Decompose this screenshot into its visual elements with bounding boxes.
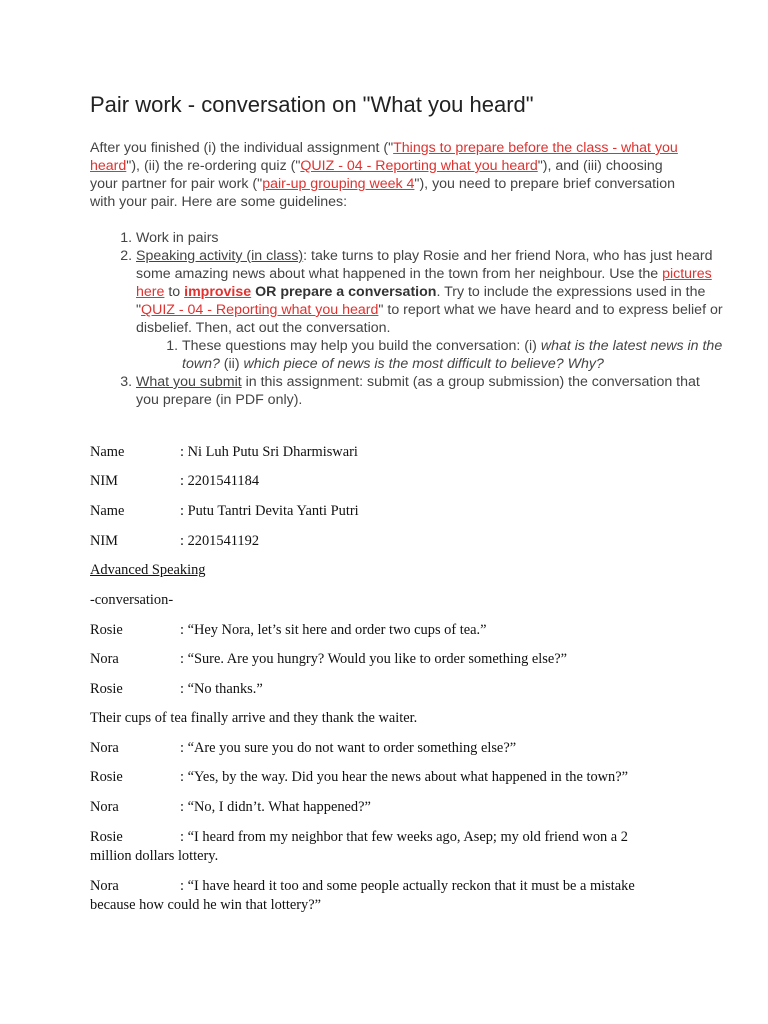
dialogue-text: : “Sure. Are you hungry? Would you like to order something else?” [180, 651, 568, 667]
link-quiz-04-guideline[interactable]: QUIZ - 04 - Reporting what you heard [141, 302, 379, 318]
speaker-name: Rosie [90, 829, 123, 845]
dialogue-text: : “I have heard it too and some people actually reckon that it must be a mistake because how could he win that lottery?” [90, 878, 635, 913]
identity-row [90, 443, 680, 462]
dialogue-line [90, 877, 670, 915]
dialogue-line [90, 768, 680, 787]
question-2: which piece of news is the most difficult to believe? Why? [243, 356, 604, 372]
speaking-activity-label: Speaking activity (in class) [136, 248, 304, 264]
dialogue-line [90, 680, 680, 699]
conversation-heading: -conversation- [90, 592, 174, 608]
dialogue-line [90, 650, 680, 669]
guideline-text: . Try to include the expressions used in the " [136, 284, 706, 318]
identity-label: NIM [90, 473, 118, 489]
guideline-text: in this assignment: submit (as a group submission) the conversation that you prepare (in PDF only). [136, 374, 700, 408]
guideline-text: to [164, 284, 185, 300]
guideline-sublist [136, 337, 726, 373]
dialogue-line [90, 739, 680, 758]
guideline-text: These questions may help you build the conversation: (i) [182, 338, 541, 354]
speaker-name: Rosie [90, 622, 123, 638]
intro-paragraph [90, 139, 680, 211]
guidelines-list [90, 229, 726, 409]
identity-value: : 2201541192 [180, 533, 260, 549]
course-title: Advanced Speaking [90, 562, 206, 578]
dialogue-text: : “No thanks.” [180, 681, 263, 697]
guideline-item [136, 247, 726, 373]
identity-row [90, 472, 680, 491]
speaker-name: Nora [90, 651, 119, 667]
identity-row [90, 532, 680, 551]
identity-label: NIM [90, 533, 118, 549]
speaker-name: Rosie [90, 681, 123, 697]
guideline-text: " to report what we have heard and to express belief or disbelief. Then, act out the conversation. [136, 302, 723, 336]
link-pictures-here[interactable]: pictures here [136, 266, 712, 300]
dialogue-line [90, 828, 670, 866]
link-pair-up-grouping[interactable]: pair-up grouping week 4 [262, 176, 415, 192]
narration: Their cups of tea finally arrive and they thank the waiter. [90, 710, 418, 726]
identity-label: Name [90, 503, 125, 519]
intro-text: "), you need to prepare brief conversation with your pair. Here are some guidelines: [90, 176, 675, 210]
link-quiz-04[interactable]: QUIZ - 04 - Reporting what you heard [300, 158, 538, 174]
what-you-submit-label: What you submit [136, 374, 242, 390]
dialogue-text: : “Are you sure you do not want to order something else?” [180, 740, 517, 756]
speaker-name: Rosie [90, 769, 123, 785]
dialogue-text: : “I heard from my neighbor that few weeks ago, Asep; my old friend won a 2 million dollars lottery. [90, 829, 628, 864]
speaker-name: Nora [90, 878, 119, 894]
guideline-item [136, 229, 726, 247]
identity-value: : Ni Luh Putu Sri Dharmiswari [180, 444, 358, 460]
identity-value: : 2201541184 [180, 473, 260, 489]
dialogue-line [90, 798, 680, 817]
guideline-text: Work in pairs [136, 230, 219, 246]
guideline-text: : take turns to play Rosie and her friend Nora, who has just heard some amazing news about what happened in the town from her neighbour. Use the [136, 248, 713, 282]
identity-row [90, 502, 680, 521]
intro-text: After you finished (i) the individual assignment (" [90, 140, 394, 156]
dialogue-text: : “No, I didn’t. What happened?” [180, 799, 371, 815]
guideline-bold-text: OR prepare a conversation [251, 284, 437, 300]
dialogue-text: : “Yes, by the way. Did you hear the news about what happened in the town?” [180, 769, 628, 785]
link-improvise[interactable]: improvise [184, 284, 252, 300]
speaker-name: Nora [90, 799, 119, 815]
dialogue-line [90, 621, 680, 640]
guideline-item [136, 373, 726, 409]
identity-label: Name [90, 444, 125, 460]
speaker-name: Nora [90, 740, 119, 756]
guideline-text: (ii) [219, 356, 244, 372]
dialogue-text: : “Hey Nora, let’s sit here and order two cups of tea.” [180, 622, 487, 638]
intro-text: "), (ii) the re-ordering quiz (" [126, 158, 301, 174]
page-title: Pair work - conversation on "What you heard" [90, 92, 534, 117]
guideline-subitem [182, 337, 726, 373]
question-1: what is the latest news in the town? [182, 338, 723, 372]
intro-text: "), and (iii) choosing your partner for pair work (" [90, 158, 663, 192]
identity-value: : Putu Tantri Devita Yanti Putri [180, 503, 359, 519]
link-things-to-prepare[interactable]: Things to prepare before the class - what you heard [90, 140, 678, 174]
